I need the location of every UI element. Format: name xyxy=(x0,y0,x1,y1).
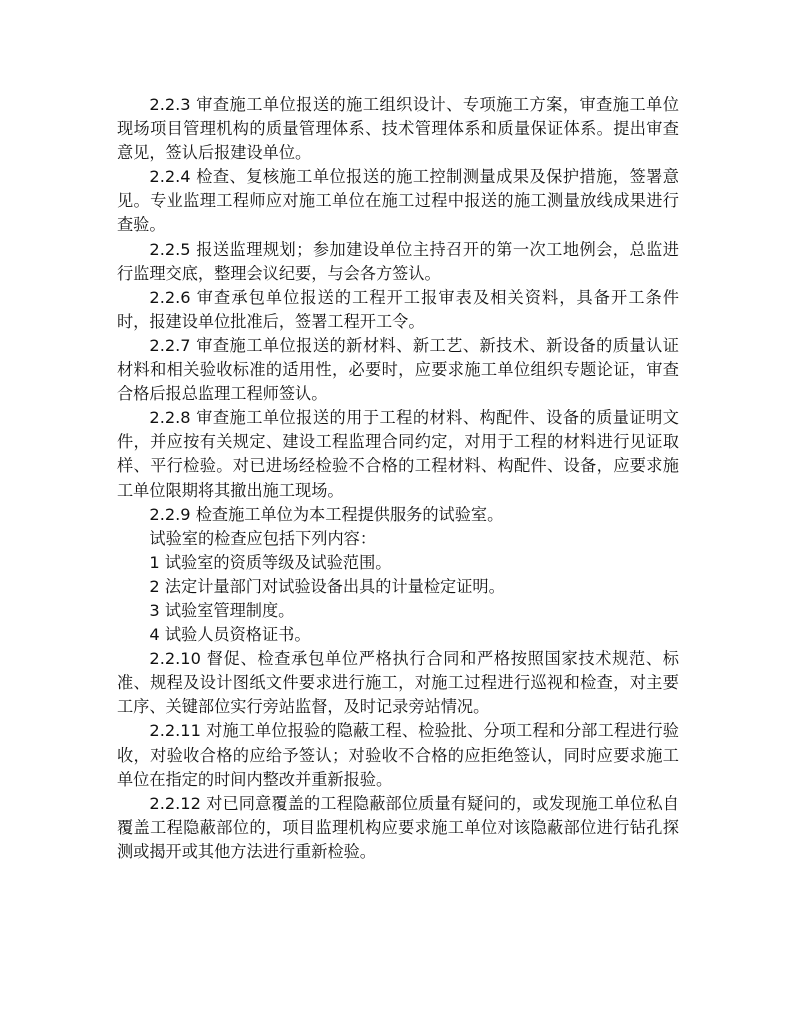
paragraph-2-2-9: 2.2.9 检查施工单位为本工程提供服务的试验室。 xyxy=(149,504,504,524)
paragraph-2-2-12: 2.2.12 对已同意覆盖的工程隐蔽部位质量有疑问的，或发现施工单位私自覆盖工程隐蔽部位的，项目监理机构应要求施工单位对该隐蔽部位进行钻孔探测或揭开或其他方法进行重新检验。 xyxy=(117,793,679,861)
paragraph-2-2-6: 2.2.6 审查承包单位报送的工程开工报审表及相关资料，具备开工条件时，报建设单位批准后，签署工程开工令。 xyxy=(117,287,679,331)
paragraph-2-2-10: 2.2.10 督促、检查承包单位严格执行合同和严格按照国家技术规范、标准、规程及设计图纸文件要求进行施工，对施工过程进行巡视和检查，对主要工序、关键部位实行旁站监督，及时记录旁站情况。 xyxy=(117,649,679,717)
lab-check-intro: 试验室的检查应包括下列内容： xyxy=(149,528,377,548)
list-item-1: 1 试验室的资质等级及试验范围。 xyxy=(149,552,392,572)
paragraph-2-2-4: 2.2.4 检查、复核施工单位报送的施工控制测量成果及保护措施，签署意见。专业监理工程师应对施工单位在施工过程中报送的施工测量放线成果进行查验。 xyxy=(117,167,679,235)
list-item-3: 3 试验室管理制度。 xyxy=(149,600,295,620)
paragraph-2-2-11: 2.2.11 对施工单位报验的隐蔽工程、检验批、分项工程和分部工程进行验收，对验收合格的应给予签认；对验收不合格的应拒绝签认，同时应要求施工单位在指定的时间内整改并重新报验。 xyxy=(117,721,679,789)
paragraph-2-2-5: 2.2.5 报送监理规划；参加建设单位主持召开的第一次工地例会，总监进行监理交底，整理会议纪要，与会各方签认。 xyxy=(117,239,679,283)
list-item-2: 2 法定计量部门对试验设备出具的计量检定证明。 xyxy=(149,576,505,596)
document-page xyxy=(117,93,679,864)
paragraph-2-2-3: 2.2.3 审查施工单位报送的施工组织设计、专项施工方案，审查施工单位现场项目管理机构的质量管理体系、技术管理体系和质量保证体系。提出审查意见，签认后报建设单位。 xyxy=(117,95,679,163)
paragraph-2-2-8: 2.2.8 审查施工单位报送的用于工程的材料、构配件、设备的质量证明文件，并应按有关规定、建设工程监理合同约定，对用于工程的材料进行见证取样、平行检验。对已进场经检验不合格的工程材料、构配件、设备，应要求施工单位限期将其撤出施工现场。 xyxy=(117,408,679,500)
paragraph-2-2-7: 2.2.7 审查施工单位报送的新材料、新工艺、新技术、新设备的质量认证材料和相关验收标准的适用性，必要时，应要求施工单位组织专题论证，审查合格后报总监理工程师签认。 xyxy=(117,335,679,404)
list-item-4: 4 试验人员资格证书。 xyxy=(149,625,311,645)
